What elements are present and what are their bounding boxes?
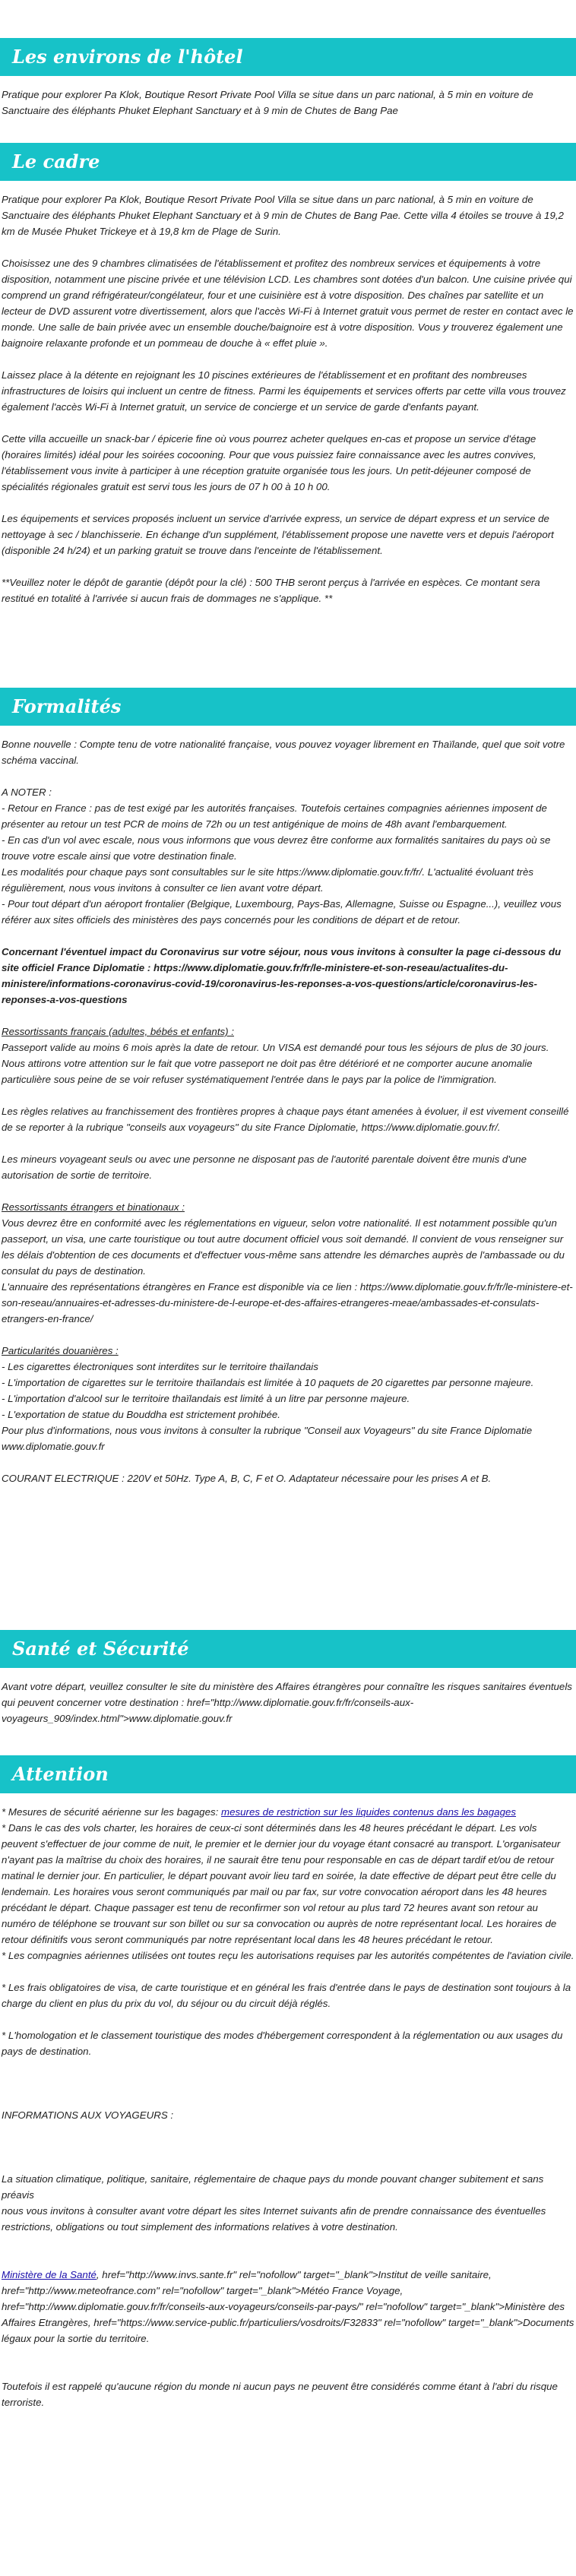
visa-fees-text: * Les frais obligatoires de visa, de carte touristique et en général les frais d'entrée dans le pays de destination sont toujours à la charge du client en plus du prix du vol, du séjour ou du circuit déjà réglés. xyxy=(2,1982,571,2009)
customs-title: Particularités douanières : xyxy=(2,1345,119,1356)
note-line: - Pour tout départ d'un aéroport frontalier (Belgique, Luxembourg, Pays-Bas, Allemagne, Suisse ou Espagne...), veuillez vous référer aux sites officiels des ministères des pays concernés pour les conditions de départ et de retour. xyxy=(2,898,562,926)
situation-line: nous vous invitons à consulter avant votre départ les sites Internet suivants afin de prendre connaissance des éventuelles restrictions, obligations ou tout simplement des informations relatives à votre destination. xyxy=(2,2205,546,2233)
note-line: - Retour en France : pas de test exigé par les autorités françaises. Toutefois certaines compagnies aériennes imposent de présenter au retour un test PCR de moins de 72h ou un test antigénique de moins de 48h avant l'embarquement. xyxy=(2,802,547,830)
cadre-paragraph: Laissez place à la détente en rejoignant les 10 piscines extérieures de l'établissement et en profitant des nombreuses infrastructures de loisirs qui incluent un centre de fitness. Parmi les équipements et services offerts par cette villa vous trouvez également l'accès Wi-Fi à Internet gratuit, un service de concierge et un service de garde d'enfants payant. xyxy=(2,369,566,413)
customs-line: Pour plus d'informations, nous vous invitons à consulter la rubrique "Conseil aux Voyageurs" du site France Diplomatie www.diplomatie.gouv.fr xyxy=(2,1425,533,1452)
attention-title: Attention xyxy=(0,1755,576,1793)
foreign-directory-text: L'annuaire des représentations étrangères en France est disponible via ce lien : https://www.diplomatie.gouv.fr/fr/le-ministere-et-son-reseau/annuaires-et-adresses-du-ministere-de-l-europe-et-des-affaires-etrangeres-meae/ambassades-et-consulats-etrangers-en-france/ xyxy=(2,1281,573,1324)
note-title: A NOTER : xyxy=(2,786,52,798)
electric-info: COURANT ELECTRIQUE : 220V et 50Hz. Type A, B, C, F et O. Adaptateur nécessaire pour les prises A et B. xyxy=(2,1473,492,1484)
charter-hours-text: * Dans le cas des vols charter, les horaires de ceux-ci sont déterminés dans les 48 heures précédant le départ. Les vols peuvent s'effectuer de jour comme de nuit, le premier et le dernier jour du voyage étant consacré au transport. L'organisateur n'ayant pas la maîtrise du choix des horaires, il ne saurait être tenu pour responsable en cas de départ tardif et/ou de retour matinal le dernier jour. En particulier, le départ pouvant avoir lieu tard en soirée, la date effective de départ peut être celle du lendemain. Les horaires vous seront communiqués par mail ou par fax, sur votre convocation aéroport dans les 48 heures précédant le départ. Chaque passager est tenu de reconfirmer son vol retour au plus tard 72 heures avant son retour au numéro de téléphone se trouvant sur son billet ou sur sa convocation ou auprès de notre représentant local. Les horaires de retour définitifs vous seront communiqués par notre représentant local dans les 48 heures précédant le retour. xyxy=(2,1822,561,1945)
note-line: Les modalités pour chaque pays sont consultables sur le site https://www.diplomatie.gouv.fr/fr/. L'actualité évoluant très régulièrement, nous vous invitons à consulter ce lien avant votre départ. xyxy=(2,866,534,894)
adults-title: Ressortissants français (adultes, bébés et enfants) : xyxy=(2,1026,234,1037)
customs-line: - L'exportation de statue du Bouddha est strictement prohibée. xyxy=(2,1409,280,1420)
classification-text: * L'homologation et le classement touristique des modes d'hébergement correspondent à la réglementation ou aux usages du pays de destination. xyxy=(2,2030,563,2057)
note-line: - En cas d'un vol avec escale, nous vous informons que vous devrez être conforme aux formalités sanitaires du pays où se trouve votre escale ainsi que votre destination finale. xyxy=(2,834,551,862)
sante-section xyxy=(0,1630,576,1742)
minors-text: Les mineurs voyageant seuls ou avec une personne ne disposant pas de l'autorité parentale doivent être munis d'une autorisation de sortie de territoire. xyxy=(2,1154,527,1181)
info-title: INFORMATIONS AUX VOYAGEURS : xyxy=(2,2109,174,2121)
formalites-intro: Bonne nouvelle : Compte tenu de votre nationalité française, vous pouvez voyager librement en Thaïlande, quel que soit votre schéma vaccinal. xyxy=(2,739,565,766)
formalites-body xyxy=(0,726,576,1486)
ministry-links xyxy=(2,2267,574,2347)
cadre-paragraph: **Veuillez noter le dépôt de garantie (dépôt pour la clé) : 500 THB seront perçus à l'arrivée en espèces. Ce montant sera restitué en totalité à l'arrivée si aucun frais de dommages ne s'applique. ** xyxy=(2,577,540,604)
environs-section xyxy=(0,38,576,134)
cadre-paragraph: Les équipements et services proposés incluent un service d'arrivée express, un service de départ express et un service de nettoyage à sec / blanchisserie. En échange d'un supplément, l'établissement propose une navette vers et depuis l'aéroport (disponible 24 h/24) et un parking gratuit se trouve dans l'enceinte de l'établissement. xyxy=(2,513,554,556)
customs-line: - L'importation de cigarettes sur le territoire thaïlandais est limitée à 10 paquets de 20 cigarettes par personne majeure. xyxy=(2,1377,534,1388)
ministry-health-link[interactable]: Ministère de la Santé xyxy=(2,2269,97,2280)
environs-text: Pratique pour explorer Pa Klok, Boutique Resort Private Pool Villa se situe dans un parc national, à 5 min en voiture de Sanctuaire des éléphants Phuket Elephant Sanctuary et à 9 min de Chutes de Bang Pae xyxy=(2,89,533,116)
customs-line: - L'importation d'alcool sur le territoire thaïlandais est limité à un litre par personne majeure. xyxy=(2,1393,410,1404)
cadre-title: Le cadre xyxy=(0,143,576,181)
foreign-title: Ressortissants étrangers et binationaux : xyxy=(2,1201,185,1213)
environs-body xyxy=(0,76,576,119)
formalites-section xyxy=(0,688,576,1502)
cadre-body xyxy=(0,181,576,606)
sante-body xyxy=(0,1668,576,1726)
situation-line: La situation climatique, politique, sanitaire, réglementaire de chaque pays du monde pouvant changer subitement et sans préavis xyxy=(2,2173,544,2201)
cadre-paragraph: Cette villa accueille un snack-bar / épicerie fine où vous pourrez acheter quelques en-cas et propose un service d'étage (horaires limités) idéal pour les soirées cocooning. Pour que vous puissiez faire connaissance avec les autres convives, l'établissement vous invite à participer à une réception gratuite organisée tous les jours. Un petit-déjeuner composé de spécialités régionales gratuit est servi tous les jours de 07 h 00 à 10 h 00. xyxy=(2,433,536,492)
customs-line: - Les cigarettes électroniques sont interdites sur le territoire thaïlandais xyxy=(2,1361,318,1372)
foreign-text: Vous devrez être en conformité avec les réglementations en vigueur, selon votre nationalité. Il est notamment possible qu'un passeport, un visa, une carte touristique ou tout autre document officiel vous soit demandé. Il convient de vous renseigner sur les délais d'obtention de ces documents et d'effectuer vous-même sans attendre les démarches auprès de l'ambassade ou du consulat du pays de destination. xyxy=(2,1217,565,1277)
measures-prefix: * Mesures de sécurité aérienne sur les bagages: xyxy=(2,1806,221,1818)
cadre-paragraph: Pratique pour explorer Pa Klok, Boutique Resort Private Pool Villa se situe dans un parc national, à 5 min en voiture de Sanctuaire des éléphants Phuket Elephant Sanctuary et à 9 min de Chutes de Bang Pae. Cette villa 4 étoiles se trouve à 19,2 km de Musée Phuket Trickeye et à 19,8 km de Plage de Surin. xyxy=(2,194,564,237)
attention-body xyxy=(0,1793,576,2410)
liquids-restriction-link[interactable]: mesures de restriction sur les liquides contenus dans les bagages xyxy=(221,1806,517,1818)
adults-text: Passeport valide au moins 6 mois après la date de retour. Un VISA est demandé pour tous les séjours de plus de 30 jours. Nous attirons votre attention sur le fait que votre passeport ne doit pas être détérioré et ne comporter aucune anomalie particulière sous peine de se voir refuser systématiquement l'entrée dans le pays par la police de l'immigration. xyxy=(2,1042,549,1085)
cadre-paragraph: Choisissez une des 9 chambres climatisées de l'établissement et profitez des nombreux services et équipements à votre disposition, notamment une piscine privée et une télévision LCD. Les chambres sont dotées d'un balcon. Une cuisine privée qui comprend un grand réfrigérateur/congélateur, four et une cuisinière est à votre disposition. Des chaînes par satellite et un lecteur de DVD assurent votre divertissement, alors que l'accès Wi-Fi à Internet gratuit vous permet de rester en contact avec le monde. Une salle de bain privée avec un ensemble douche/baignoire est à votre disposition. Vous y trouverez également une baignoire relaxante profonde et un pommeau de douche à « effet pluie ». xyxy=(2,258,574,349)
sante-text: Avant votre départ, veuillez consulter le site du ministère des Affaires étrangères pour connaître les risques sanitaires éventuels qui peuvent concerner votre destination : href="http://www.diplomatie.gouv.fr/fr/conseils-aux-voyageurs_909/index.html">www.diplomatie.gouv.fr xyxy=(2,1681,572,1724)
rules-text: Les règles relatives au franchissement des frontières propres à chaque pays étant amenées à évoluer, il est vivement conseillé de se reporter à la rubrique "conseils aux voyageurs" du site France Diplomatie, https://www.diplomatie.gouv.fr/. xyxy=(2,1106,569,1133)
attention-section xyxy=(0,1755,576,2426)
formalites-title: Formalités xyxy=(0,688,576,726)
measures-line xyxy=(2,1804,574,1820)
sante-title: Santé et Sécurité xyxy=(0,1630,576,1668)
covid-notice: Concernant l'éventuel impact du Coronavirus sur votre séjour, nous vous invitons à consulter la page ci-dessous du site officiel France Diplomatie : https://www.diplomatie.gouv.fr/fr/le-ministere-et-son-reseau/actualites-du-ministere/informations-coronavirus-covid-19/coronavirus-les-reponses-a-vos-questions/article/coronavirus-les-reponses-a-vos-questions xyxy=(2,946,562,1005)
environs-title: Les environs de l'hôtel xyxy=(0,38,576,76)
ministry-links-rest: , href="http://www.invs.sante.fr" rel="nofollow" target="_blank">Institut de veille sanitaire, href="http://www.meteofrance.com" rel="nofollow" target="_blank">Météo France Voyage, href="http://www.diplomatie.gouv.fr/fr/conseils-aux-voyageurs/conseils-par-pays/" rel="nofollow" target="_blank">Ministère des Affaires Etrangères, href="https://www.service-public.fr/particuliers/vosdroits/F32833" rel="nofollow" target="_blank">Documents légaux pour la sortie du territoire. xyxy=(2,2269,574,2344)
cadre-section xyxy=(0,143,576,622)
airlines-text: * Les compagnies aériennes utilisées ont toutes reçu les autorisations requises par les autorités compétentes de l'aviation civile. xyxy=(2,1950,574,1961)
terror-risk-text: Toutefois il est rappelé qu'aucune région du monde ni aucun pays ne peuvent être considérés comme étant à l'abri du risque terroriste. xyxy=(2,2381,558,2408)
